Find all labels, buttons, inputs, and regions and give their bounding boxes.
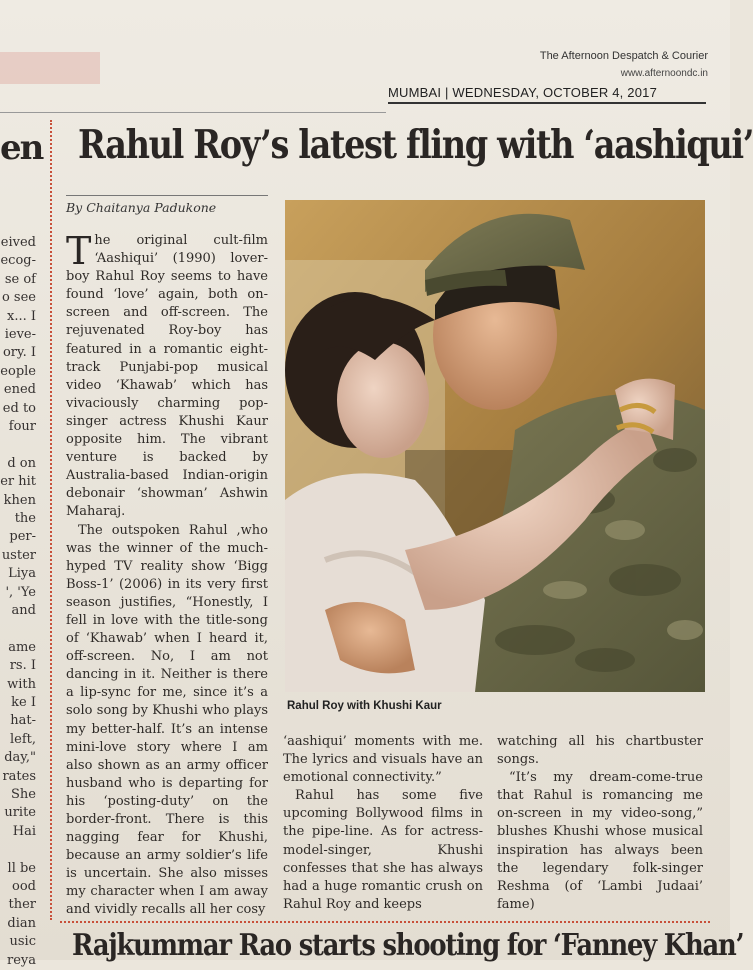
left-text-fragment: day," <box>4 750 36 766</box>
photo-caption: Rahul Roy with Khushi Kaur <box>287 700 442 712</box>
left-text-fragment: hat- <box>10 713 36 729</box>
left-text-fragment: eived <box>0 235 36 250</box>
left-text-fragment: reya <box>6 952 36 968</box>
left-text-fragment: dian <box>7 915 36 931</box>
article-headline: Rahul Roy’s latest fling with ‘aashiqui’ <box>78 122 753 168</box>
photo-couple-embrace <box>285 200 705 692</box>
left-text-fragment: eople <box>0 363 36 379</box>
left-text-fragment: rs. I <box>9 658 36 674</box>
left-text-fragment: Liya <box>8 566 36 582</box>
byline: By Chaitanya Padukone <box>66 200 217 215</box>
left-text-fragment: ened <box>3 382 36 398</box>
left-text-fragment: ke I <box>11 695 36 710</box>
left-text-fragment: ory. I <box>2 345 36 361</box>
left-text-fragment: rates <box>2 768 36 784</box>
left-text-fragment: urite <box>4 805 36 821</box>
left-text-fragment: d on <box>7 455 36 471</box>
paragraph: The outspoken Rahul ,who was the winner of the much-hyped TV reality show ‘Bigg Boss-1’ (2006) in its very first season justifies, “Honestly, I fell in love with the title-song of ‘Khawab’ when I heard it, off-screen. No, I am not dancing in it. Neither is there a lip-sync for me, since it’s a solo song by Khushi who plays my better-half. It’s an intense mini-love story where I am also shown as an army officer husband who is departing for his ‘posting-duty’ on the border-front. There is this nagging fear for Khushi, because an army soldier’s life is uncertain. She also misses my character when I am away and vividly recalls all her cosy <box>66 522 268 918</box>
left-text-fragment: and <box>11 603 36 618</box>
drop-cap: T <box>66 229 92 273</box>
left-text-fragment: ll be <box>7 860 36 876</box>
left-text-fragment: ieve- <box>4 327 36 342</box>
left-text-fragment: the <box>14 511 36 526</box>
paragraph: ‘aashiqui’ moments with me. The lyrics and visuals have an emotional connectivity.” <box>283 734 483 786</box>
left-text-fragment: ame <box>8 639 36 655</box>
left-text-fragment: four <box>8 419 36 434</box>
left-text-fragment: khen <box>3 492 36 508</box>
left-text-fragment: x... I <box>7 308 36 324</box>
left-text-fragment: per- <box>9 529 36 545</box>
column-separator-horizontal <box>60 921 710 923</box>
left-text-fragment: ', 'Ye <box>5 584 36 600</box>
left-text-fragment: ecog- <box>0 253 36 269</box>
next-article-headline: Rajkummar Rao starts shooting for ‘Fanney Khan’ <box>72 928 744 963</box>
publication-url: www.afternoondc.in <box>620 68 708 79</box>
article-column-3 <box>497 733 703 914</box>
left-text-fragment: er hit <box>0 474 36 490</box>
left-text-fragment: ther <box>8 897 36 913</box>
paragraph: watching all his chartbuster songs. <box>497 734 703 768</box>
left-heading-fragment: en <box>0 128 43 168</box>
byline-rule <box>66 195 268 196</box>
publication-name: The Afternoon Despatch & Courier <box>539 50 708 62</box>
dateline: MUMBAI | WEDNESDAY, OCTOBER 4, 2017 <box>388 85 706 104</box>
paragraph: The original cult-film ‘Aashiqui’ (1990) lover-boy Rahul Roy seems to have found ‘love’ again, both on-screen and off-screen. The rejuvenated Roy-boy has featured in a romantic eight-track Punjabi-pop musical video ‘Khawab’ which has vivaciously charming pop-singer actress Khushi Kaur opposite him. The vibrant venture is backed by Australia-based Indian-origin debonair ‘showman’ Ashwin Maharaj. <box>66 229 268 520</box>
left-text-fragment: se of <box>4 271 36 287</box>
article-column-2 <box>283 733 483 914</box>
left-text-fragment: left, <box>9 731 36 747</box>
left-text-fragment: ed to <box>2 400 36 416</box>
top-rule <box>0 112 386 113</box>
column-separator-vertical <box>50 120 52 920</box>
article-column-1 <box>66 229 268 920</box>
left-text-fragment: usic <box>9 934 36 950</box>
left-text-fragment: uster <box>1 547 36 563</box>
left-text-fragment: She <box>11 787 36 802</box>
article-photo <box>285 200 705 692</box>
left-text-fragment: o see <box>1 290 36 306</box>
paragraph: “It’s my dream-come-true that Rahul is romancing me on-screen in my video-song,” blushes Khushi whose musical inspiration has always been the legendary folk-singer Reshma (of ‘Lambi Judaai’ fame) <box>497 770 703 912</box>
left-text-fragment: with <box>7 676 36 692</box>
left-text-fragment: ood <box>12 879 36 894</box>
left-neighbor-column <box>0 0 44 968</box>
left-text-fragment: Hai <box>12 823 36 839</box>
paragraph: Rahul has some five upcoming Bollywood films in the pipe-line. As for actress-model-singer, Khushi confesses that she has always had a huge romantic crush on Rahul Roy and keeps <box>283 788 483 912</box>
